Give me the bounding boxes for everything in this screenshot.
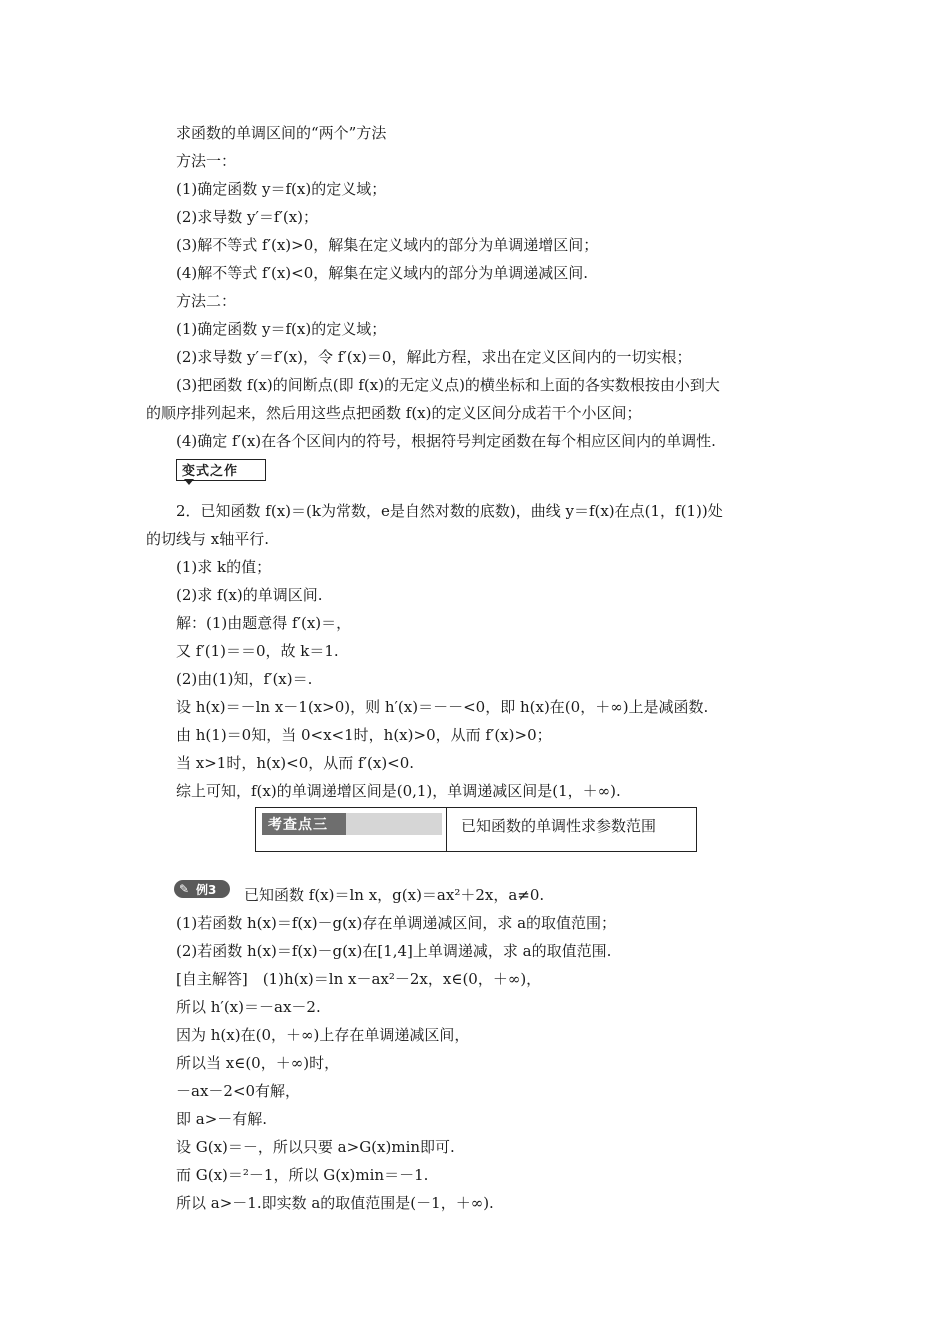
variant-badge-label: 变式之作 (182, 464, 239, 479)
answer-line: －ax－2<0有解， (176, 1082, 301, 1100)
kaodian-banner (255, 807, 697, 852)
problem-statement: 2．已知函数 f(x)＝(k为常数，e是自然对数的底数)，曲线 y＝f(x)在点(1，f(1))处 (176, 502, 723, 520)
text-line: (1)确定函数 y＝f(x)的定义域； (176, 180, 387, 198)
answer-line: [自主解答] (1)h(x)＝ln x－ax²－2x，x∈(0，＋∞)， (176, 970, 542, 988)
method-two-heading: 方法二： (176, 292, 237, 310)
solution-line: 解：(1)由题意得 f′(x)＝， (176, 614, 352, 632)
text-line: (3)解不等式 f′(x)>0，解集在定义域内的部分为单调递增区间； (176, 236, 599, 254)
answer-line: 所以当 x∈(0，＋∞)时， (176, 1054, 340, 1072)
solution-line: 设 h(x)＝－ln x－1(x>0)，则 h′(x)＝－－<0，即 h(x)在(0，＋∞)上是减函数. (176, 698, 709, 716)
variant-badge-pointer (184, 479, 194, 485)
solution-line: 又 f′(1)＝＝0，故 k＝1. (176, 642, 339, 660)
kaodian-tag (262, 813, 346, 835)
question-part: (1)求 k的值； (176, 558, 272, 576)
question-part: (1)若函数 h(x)＝f(x)－g(x)存在单调递减区间，求 a的取值范围； (176, 914, 617, 932)
answer-line: 所以 a>－1.即实数 a的取值范围是(－1，＋∞). (176, 1194, 494, 1212)
kaodian-tag-label: 考查点三 (268, 817, 328, 833)
solution-line: 当 x>1时，h(x)<0，从而 f′(x)<0. (176, 754, 415, 772)
example-statement: 已知函数 f(x)＝ln x，g(x)＝ax²＋2x，a≠0. (244, 886, 545, 904)
problem-statement-cont: 的切线与 x轴平行. (146, 530, 269, 548)
text-line: (1)确定函数 y＝f(x)的定义域； (176, 320, 387, 338)
pen-icon: ✎ (179, 882, 190, 896)
answer-line: 因为 h(x)在(0，＋∞)上存在单调递减区间， (176, 1026, 470, 1044)
example-badge-label: 例3 (196, 883, 217, 897)
answer-line: 所以 h′(x)＝－ax－2. (176, 998, 321, 1016)
kaodian-title: 已知函数的单调性求参数范围 (461, 817, 657, 835)
text-line: (4)确定 f′(x)在各个区间内的符号，根据符号判定函数在每个相应区间内的单调性. (176, 432, 716, 450)
question-part: (2)若函数 h(x)＝f(x)－g(x)在[1,4]上单调递减，求 a的取值范围. (176, 942, 612, 960)
solution-line: 综上可知，f(x)的单调递增区间是(0,1)，单调递减区间是(1，＋∞). (176, 782, 621, 800)
solution-line: (2)由(1)知，f′(x)＝. (176, 670, 313, 688)
kaodian-tag-shade (346, 813, 442, 835)
text-line: 的顺序排列起来，然后用这些点把函数 f(x)的定义区间分成若干个小区间； (146, 404, 642, 422)
kaodian-banner-left (256, 808, 447, 851)
text-line: (2)求导数 y′＝f′(x)； (176, 208, 319, 226)
method-one-heading: 方法一： (176, 152, 237, 170)
answer-line: 设 G(x)＝－，所以只要 a>G(x)min即可. (176, 1138, 455, 1156)
question-part: (2)求 f(x)的单调区间. (176, 586, 323, 604)
solution-line: 由 h(1)＝0知，当 0<x<1时，h(x)>0，从而 f′(x)>0； (176, 726, 552, 744)
example-badge (174, 880, 232, 900)
text-line: (2)求导数 y′＝f′(x)，令 f′(x)＝0，解此方程，求出在定义区间内的一切实根； (176, 348, 692, 366)
answer-line: 即 a>－有解. (176, 1110, 268, 1128)
answer-line: 而 G(x)＝²－1，所以 G(x)min＝－1. (176, 1166, 429, 1184)
variant-badge (176, 459, 266, 483)
text-line: (3)把函数 f(x)的间断点(即 f(x)的无定义点)的横坐标和上面的各实数根按由小到大 (176, 376, 720, 394)
text-line: (4)解不等式 f′(x)<0，解集在定义域内的部分为单调递减区间. (176, 264, 589, 282)
section-heading: 求函数的单调区间的“两个”方法 (176, 124, 387, 142)
